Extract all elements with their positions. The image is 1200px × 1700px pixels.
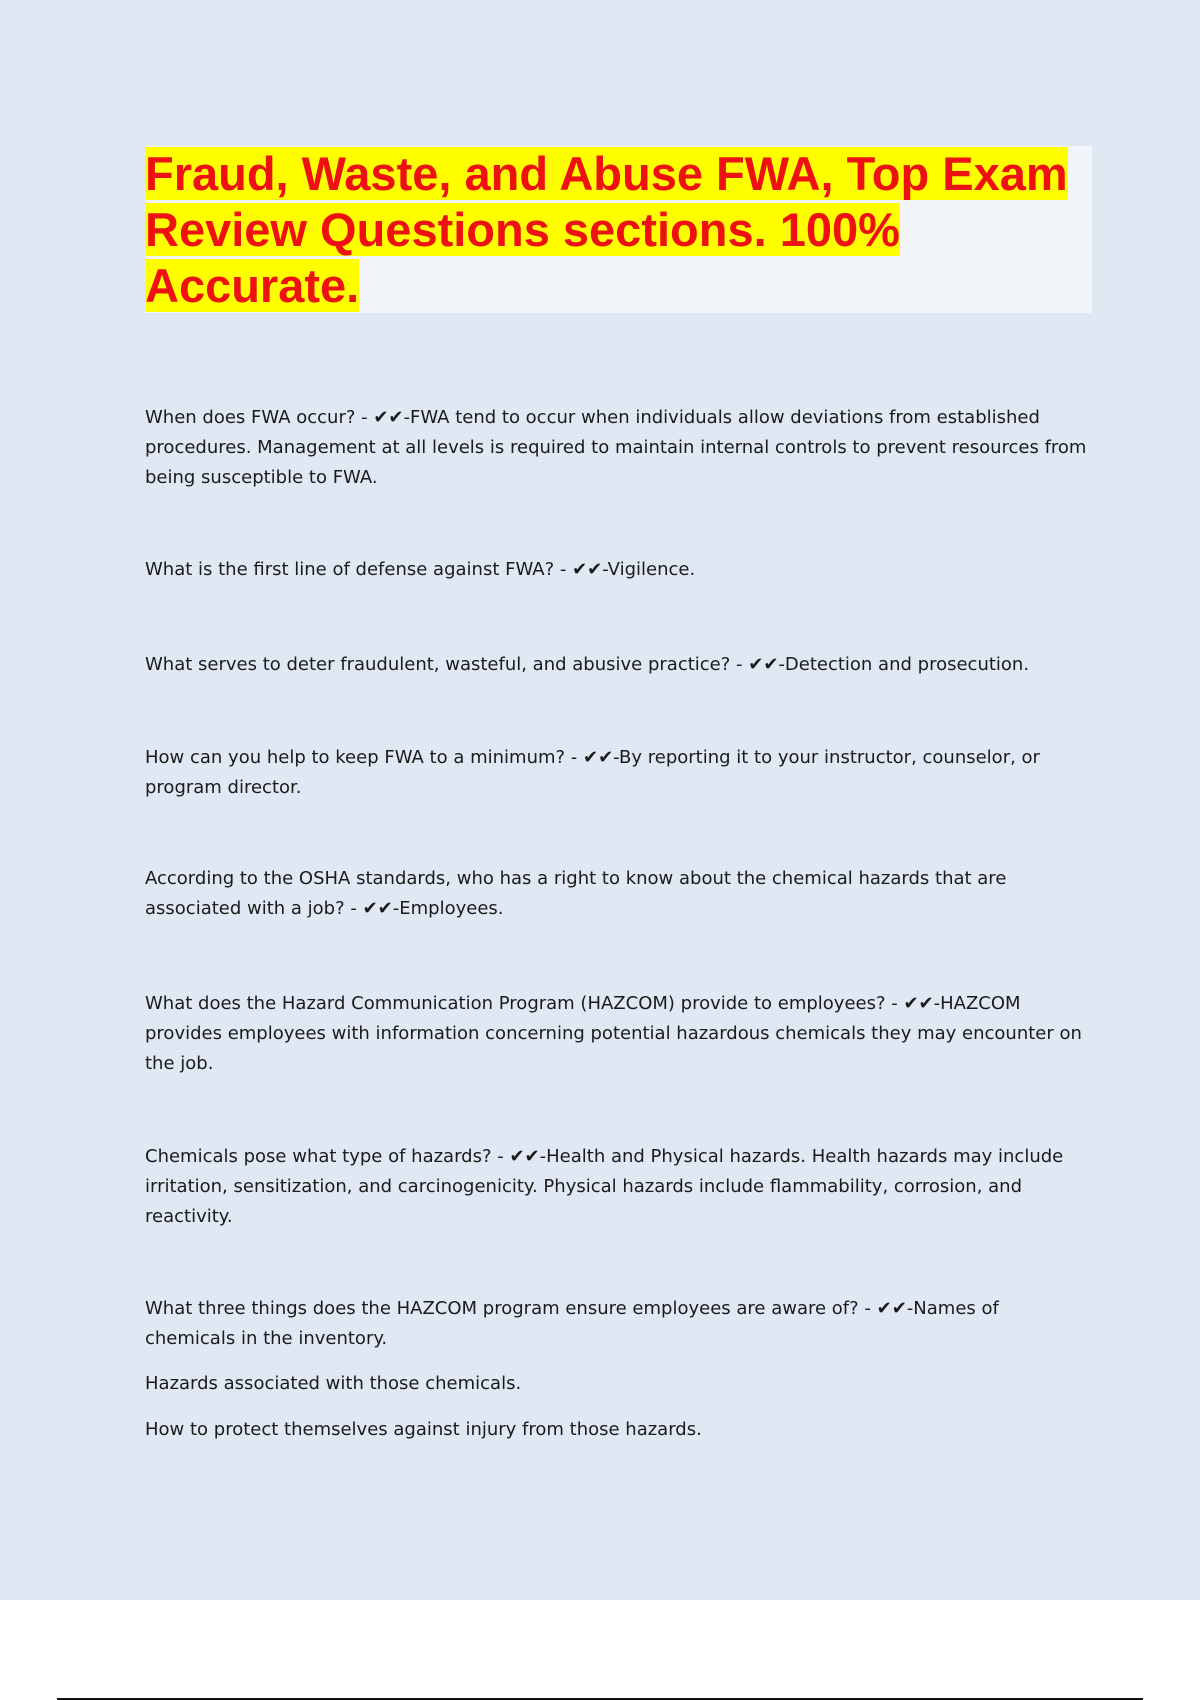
qa-entry-deter-practice: What serves to deter fraudulent, wasteful, and abusive practice? - ✔✔-Detection and prosecution. — [145, 654, 1030, 675]
title-highlight: Fraud, Waste, and Abuse FWA, Top Exam Review Questions sections. 100% Accurate. — [145, 147, 1068, 312]
qa-entry-hazards-associated: Hazards associated with those chemicals. — [145, 1373, 522, 1394]
qa-entry-protect-themselves: How to protect themselves against injury from those hazards. — [145, 1419, 702, 1440]
qa-entry-hazcom-provides: What does the Hazard Communication Program (HAZCOM) provide to employees? - ✔✔-HAZCOM provides employees with information concerning potential hazardous chemicals they may encounter on the job. — [145, 993, 1082, 1074]
qa-entry-hazcom-aware: What three things does the HAZCOM program ensure employees are aware of? - ✔✔-Names of chemicals in the inventory. — [145, 1298, 999, 1349]
document-title — [145, 146, 1085, 314]
qa-entry-osha-right-to-know: According to the OSHA standards, who has a right to know about the chemical hazards that are associated with a job? - ✔✔-Employees. — [145, 868, 1007, 919]
qa-entry-chemical-hazards: Chemicals pose what type of hazards? - ✔✔-Health and Physical hazards. Health hazards may include irritation, sensitization, and carcinogenicity. Physical hazards include flammability, corrosion, and reactivity. — [145, 1146, 1064, 1227]
qa-entry-keep-fwa-minimum: How can you help to keep FWA to a minimum? - ✔✔-By reporting it to your instructor, counselor, or program director. — [145, 747, 1040, 798]
qa-entry-fwa-occur: When does FWA occur? - ✔✔-FWA tend to occur when individuals allow deviations from established procedures. Management at all levels is required to maintain internal controls to prevent resources from being susceptible to FWA. — [145, 407, 1087, 488]
qa-entry-first-line-defense: What is the first line of defense against FWA? - ✔✔-Vigilence. — [145, 559, 696, 580]
